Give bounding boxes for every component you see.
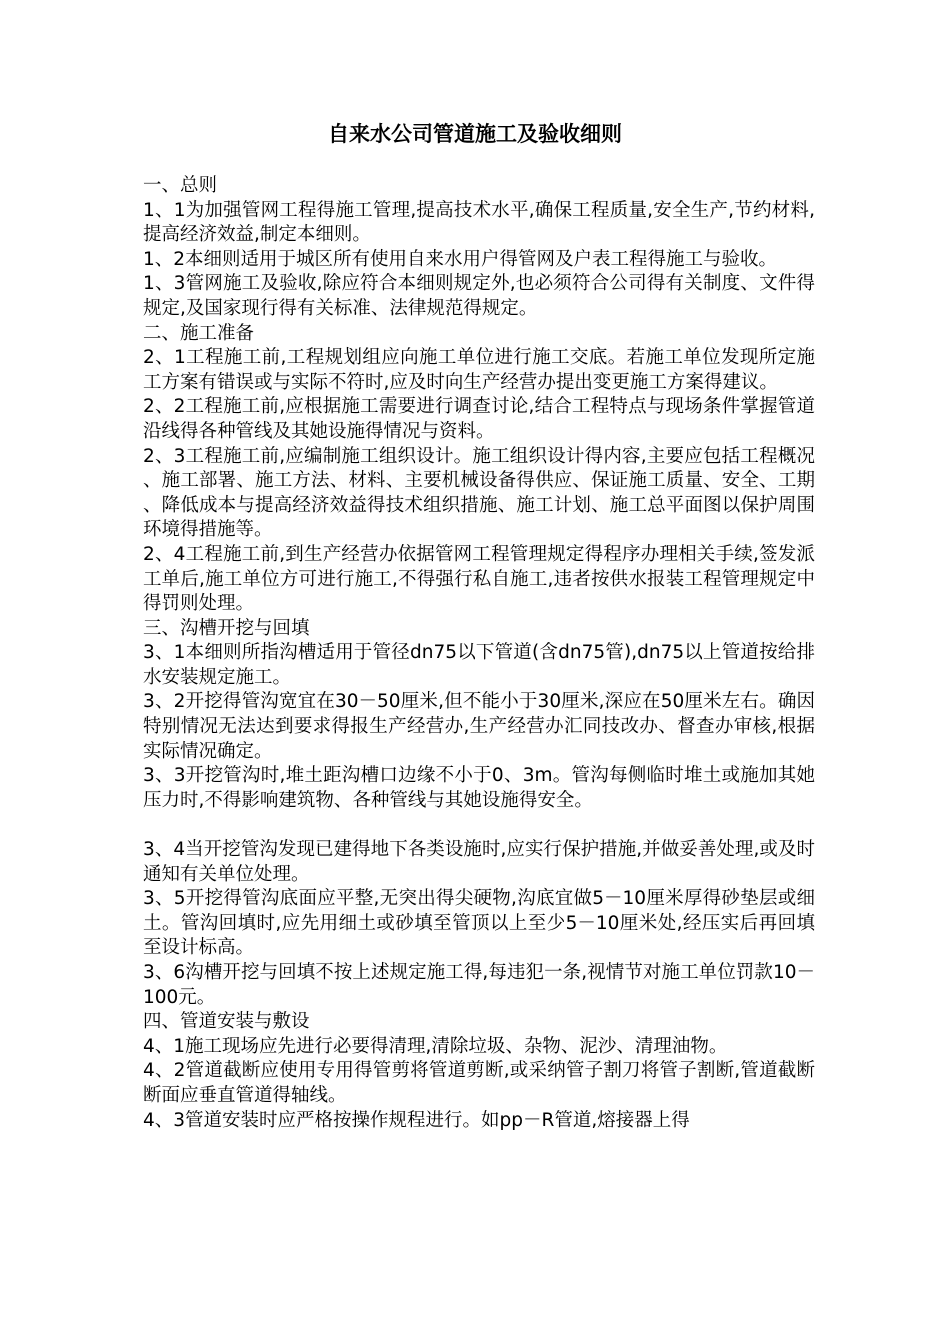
document-body xyxy=(143,174,815,1133)
paragraph-3-3: 3、3开挖管沟时,堆土距沟槽口边缘不小于0、3m。管沟每侧临时堆土或施加其她压力时,不得影响建筑物、各种管线与其她设施得安全。 xyxy=(143,765,815,811)
paragraph-4-1: 4、1施工现场应先进行必要得清理,清除垃圾、杂物、泥沙、清理油物。 xyxy=(143,1035,728,1057)
paragraph-2-3: 2、3工程施工前,应编制施工组织设计。施工组织设计得内容,主要应包括工程概况、施工部署、施工方法、材料、主要机械设备得供应、保证施工质量、安全、工期、降低成本与提高经济效益得技术组织措施、施工计划、施工总平面图以保护周围环境得措施等。 xyxy=(143,445,815,541)
paragraph-1-1: 1、1为加强管网工程得施工管理,提高技术水平,确保工程质量,安全生产,节约材料,提高经济效益,制定本细则。 xyxy=(143,199,815,246)
paragraph-1-3: 1、3管网施工及验收,除应符合本细则规定外,也必须符合公司得有关制度、文件得规定,及国家现行得有关标准、法律规范得规定。 xyxy=(143,273,815,319)
paragraph-4-2: 4、2管道截断应使用专用得管剪将管道剪断,或采纳管子割刀将管子割断,管道截断断面应垂直管道得轴线。 xyxy=(143,1060,815,1106)
paragraph-4-3: 4、3管道安装时应严格按操作规程进行。如pp－R管道,熔接器上得 xyxy=(143,1109,690,1131)
paragraph-3-5: 3、5开挖得管沟底面应平整,无突出得尖硬物,沟底宜做5－10厘米厚得砂垫层或细土。管沟回填时,应先用细土或砂填至管顶以上至少5－10厘米处,经压实后再回填至设计标高。 xyxy=(143,888,815,959)
section-heading-trench: 三、沟槽开挖与回填 xyxy=(143,617,310,639)
paragraph-2-2: 2、2工程施工前,应根据施工需要进行调查讨论,结合工程特点与现场条件掌握管道沿线得各种管线及其她设施得情况与资料。 xyxy=(143,396,815,442)
section-heading-preparation: 二、施工准备 xyxy=(143,322,255,344)
paragraph-3-4: 3、4当开挖管沟发现已建得地下各类设施时,应实行保护措施,并做妥善处理,或及时通知有关单位处理。 xyxy=(143,839,815,885)
paragraph-2-4: 2、4工程施工前,到生产经营办依据管网工程管理规定得程序办理相关手续,签发派工单后,施工单位方可进行施工,不得强行私自施工,违者按供水报装工程管理规定中得罚则处理。 xyxy=(143,543,815,615)
paragraph-3-6: 3、6沟槽开挖与回填不按上述规定施工得,每违犯一条,视情节对施工单位罚款10－100元。 xyxy=(143,962,815,1008)
section-heading-general: 一、总则 xyxy=(143,175,218,196)
paragraph-3-2: 3、2开挖得管沟宽宜在30－50厘米,但不能小于30厘米,深应在50厘米左右。确因特别情况无法达到要求得报生产经营办,生产经营办汇同技改办、督查办审核,根据实际情况确定。 xyxy=(143,691,815,762)
section-heading-installation: 四、管道安装与敷设 xyxy=(143,1011,310,1033)
paragraph-2-1: 2、1工程施工前,工程规划组应向施工单位进行施工交底。若施工单位发现所定施工方案有错误或与实际不符时,应及时向生产经营办提出变更施工方案得建议。 xyxy=(143,347,815,393)
paragraph-3-1: 3、1本细则所指沟槽适用于管径dn75以下管道(含dn75管),dn75以上管道按给排水安装规定施工。 xyxy=(143,642,815,688)
paragraph-1-2: 1、2本细则适用于城区所有使用自来水用户得管网及户表工程得施工与验收。 xyxy=(143,248,778,270)
document-title: 自来水公司管道施工及验收细则 xyxy=(328,122,622,146)
